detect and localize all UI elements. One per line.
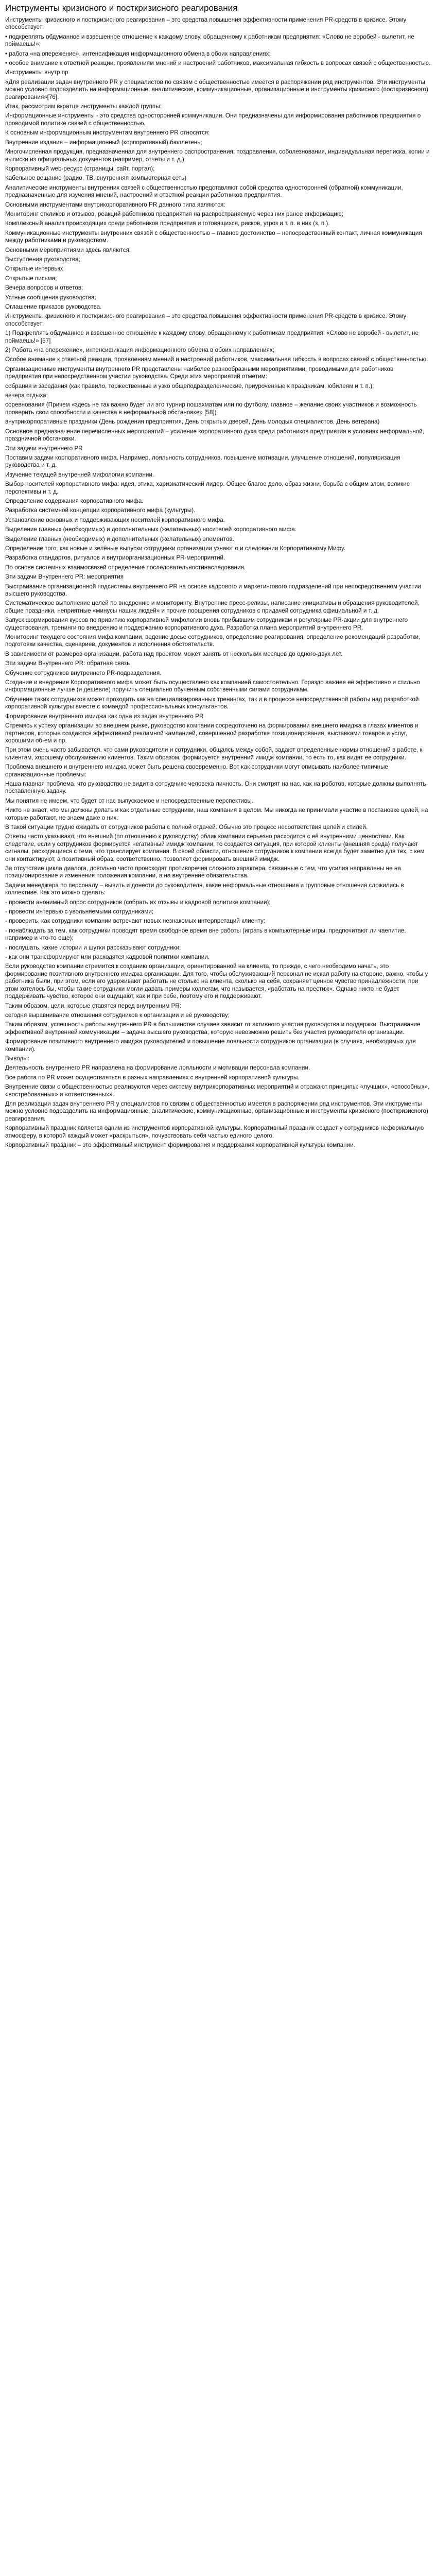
paragraph: - понаблюдать за тем, как сотрудники проводят время свободное время вне работы (играть в компьютерные игры, предпочитают ли чаепитие, например и что-то еще); bbox=[5, 927, 408, 942]
paragraph: Инструменты кризисного и посткризисного реагирования – это средства повышения эффективности применения PR-средств в кризисе. Этому способствует: bbox=[5, 16, 408, 31]
paragraph: Коммуникационные инструменты внутренних связей с общественностью – главное достоинство – непосредственный контакт, личная коммуникация между работниками и руководством. bbox=[5, 229, 424, 244]
paragraph: Мы понятия не имеем, что будет от нас выпускаемое и непосредственные перспективы. bbox=[5, 797, 254, 804]
paragraph: Формирование внутреннего имиджа как одна из задач внутреннего PR bbox=[5, 713, 204, 720]
paragraph: • работа «на опережение», интенсификация информационного обмена в обоих направлениях; bbox=[5, 50, 271, 57]
paragraph: Изучение текущей внутренней мифологии компании. bbox=[5, 471, 154, 478]
paragraph: Комплексный анализ происходящих среди работников предприятия и готовящихся, рисков, угроз и т. п. в них (з. п.). bbox=[5, 220, 330, 227]
document-body bbox=[5, 16, 431, 1149]
paragraph: внутрикорпоративные праздники (День рождения предприятия, День открытых дверей, День молодых специалистов, День ветерана) bbox=[5, 418, 380, 426]
paragraph: «Для реализации задач внутреннего PR у специалистов по связям с общественностью имеется в распоряжении ряд инструментов. Эти инструменты можно условно подразделить на информационные, аналитические, коммуникационные, организационные и инструменты кризисного (посткризисного) реагирования»[76]. bbox=[5, 78, 430, 100]
paragraph: По основе системных взаимосвязей определение последовательностинаследования. bbox=[5, 564, 246, 571]
paragraph: вечера отдыха; bbox=[5, 392, 48, 399]
paragraph: Эти задачи Внутреннего PR: мероприятия bbox=[5, 573, 124, 581]
paragraph: Инструменты кризисного и посткризисного реагирования – это средства повышения эффективности применения PR-средств в кризисе. Этому способствует: bbox=[5, 313, 408, 327]
paragraph: Обучение сотрудников внутреннего PR-подразделения. bbox=[5, 669, 162, 676]
paragraph: сегодня выравнивание отношения сотрудников к организации и её руководству; bbox=[5, 1011, 230, 1019]
paragraph: Задача менеджера по персоналу – вывить и донести до руководителя, какие неформальные отношения и групповые отношения сложились в коллективе. Как это можно сделать: bbox=[5, 882, 406, 896]
paragraph: Формирование позитивного внутреннего имиджа руководителей и повышение лояльности сотрудников организации (в случаях, необходимых для компании). bbox=[5, 1038, 417, 1053]
paragraph: 1) Подкреплять обдуманное и взвешенное отношение к каждому слову, обращенному к работникам предприятия: «Слово не воробей - вылетит, не поймаешь!» [57] bbox=[5, 330, 421, 344]
paragraph: Выбор носителей корпоративного мифа: идея, этика, харизматический лидер. Общее благое дело, образ жизни, борьба с общим злом, великие перспективы и т. д. bbox=[5, 481, 412, 495]
paragraph: - провести интервью с увольняемыми сотрудниками; bbox=[5, 908, 154, 916]
paragraph: Выводы: bbox=[5, 1055, 29, 1062]
paragraph: Систематическое выполнение целей по внедрению и мониторингу. Внутренние пресс-релизы, написание инициативы и обращения руководителей, общие праздники, неприятные «минусы наших людей» и прочие поощрения сотрудников с придачей сотрудника официальной и т. д. bbox=[5, 600, 421, 614]
paragraph: Создание и внедрение Корпоративного мифа может быть осуществлено как компанией самостоятельно. Гораздо важнее её эффективно и стильно информационные лучше (и дешевле) поручить специально обученным собственными силами сотрудникам. bbox=[5, 679, 422, 693]
paragraph: В такой ситуации трудно ожидать от сотрудников работы с полной отдачей. Обычно это процесс несоответствия целей и стилей. bbox=[5, 823, 368, 831]
paragraph: Запуск формирования курсов по привитию корпоративной мифологии вновь прибывшим сотрудникам и регулярные PR-акции для внутреннего существования, тренинги по внедрению и поддержанию корпоративного духа. Разработка плана мероприятий внутреннего PR. bbox=[5, 617, 410, 631]
paragraph: Если руководство компании стремится к созданию организации, ориентированной на клиента, то прежде, с чего необходимо начать, это формирование позитивного внутреннего имиджа организации. Для того, чтобы обслуживающий персонал не искал работу на стороне, важно, чтобы у работника были, при этом, если его удерживают работать не столько на клиента, сколько на себя, сохраняет ценное чувство принадлежности, при этом хотелось бы, чтобы такие сотрудники могли давать примеры коллегам, что называется, «работать на престиж». Однако никто не будет поддерживать чувство, которое они ощущают, как и при себе, поэтому его и поддерживают. bbox=[5, 963, 430, 1000]
paragraph: - послушать, какие истории и шутки рассказывают сотрудники; bbox=[5, 944, 181, 951]
paragraph: Основными инструментами внутрикорпоративного PR данного типа являются: bbox=[5, 201, 225, 208]
paragraph: Мониторинг текущего состояния мифа компании, ведение досье сотрудников, определение реагирования, определение рекомендаций разработки, подготовки качества, сценариев, документов и исполнения обстоятельств. bbox=[5, 634, 422, 648]
paragraph: соревнования (Причем «здесь не так важно будет ли это турнир пошахматам или по футболу, главное – желание своих участников и возможность проверить свои способности и качества в неформальной обстановке» [58]) bbox=[5, 401, 418, 416]
paragraph: Эти задачи Внутреннего PR: обратная связь bbox=[5, 660, 130, 667]
paragraph: 2) Работа «на опережение», интенсификация информационного обмена в обоих направлениях; bbox=[5, 347, 274, 354]
document bbox=[0, 0, 436, 1156]
paragraph: Никто не знает, что мы должны делать и как отдельные сотрудники, наш компания в целом. Мы никогда не принимали участие в постановке целей, на которые работают, не знаем даже о них. bbox=[5, 807, 430, 821]
paragraph: Внутренние издания – информационный (корпоративный) бюллетень; bbox=[5, 139, 202, 146]
paragraph: Выступления руководства; bbox=[5, 256, 80, 263]
paragraph: Информационные инструменты - это средства односторонней коммуникации. Они предназначены для информирования работников предприятия о проводимой политике связей с общественностью. bbox=[5, 112, 423, 127]
paragraph: Итак, рассмотрим вкратце инструменты каждой группы: bbox=[5, 103, 162, 110]
paragraph: Корпоративный праздник является одним из инструментов корпоративной культуры. Корпоративный праздник создает у сотрудников неформальную атмосферу, в которой каждый может «раскрыться», почувствовать себя частью единого целого. bbox=[5, 1125, 426, 1139]
paragraph: Для реализации задач внутреннего PR у специалистов по связям с общественностью имеется в распоряжении ряд инструментов. Эти инструменты можно условно подразделить на информационные, аналитические, коммуникационные, организационные и инструменты кризисного (посткризисного) реагирования. bbox=[5, 1100, 430, 1122]
paragraph: - провести анонимный опрос сотрудников (собрать их отзывы и кадровой политике компании); bbox=[5, 899, 271, 906]
paragraph: При этом очень часто забывается, что сами руководители и сотрудники, общаясь между собой, задают определенные нормы отношений в работе, к клиентам, хорошему обслуживанию клиентов. Таким образом, формируется внутренний имидж компании, то есть то, как видят ее сотрудники. bbox=[5, 747, 424, 761]
paragraph: Устные сообщения руководства; bbox=[5, 294, 96, 301]
paragraph: Основными мероприятиями здесь являются: bbox=[5, 246, 131, 253]
paragraph: Стремясь к успеху организации во внешнем рынке, руководство компании сосредоточено на формировании внешнего имиджа в глазах клиентов и партнеров, которые создаются эффективной рекламной кампанией, совершенной разработке позиционирования, выставками товаров и услуг, хорошими об-ем и пр. bbox=[5, 722, 420, 744]
paragraph: В зависимости от размеров организации, работа над проектом может занять от нескольких месяцев до одного-двух лет. bbox=[5, 650, 343, 657]
paragraph: Деятельность внутреннего PR направлена на формирование лояльности и мотивации персонала компании. bbox=[5, 1064, 310, 1072]
paragraph: Выделение главных (необходимых) и дополнительных (желательных) носителей корпоративного мифа. bbox=[5, 526, 297, 533]
paragraph: За отсутствие цикла диалога, довольно часто происходят противоречия сложного характера, связанные с тем, что усилия направлены не на позиционирование и изменения положения компании, а на внутренние обязательства. bbox=[5, 865, 403, 879]
paragraph: Корпоративный праздник – это эффективный инструмент формирования и поддержания корпоративной культуры компании. bbox=[5, 1142, 355, 1148]
paragraph: Таким образом, успешность работы внутреннего PR в большинстве случаев зависит от активного участия руководства и поддержки. Выстраивание эффективной внутренней коммуникации – задача высшего руководства, которую невозможно решить без участия руководителя организации. bbox=[5, 1021, 422, 1036]
paragraph: Эти задачи внутреннего PR bbox=[5, 445, 83, 452]
paragraph: Инструменты внутр.пр bbox=[5, 69, 68, 76]
paragraph: Выстраивание организационной подсистемы внутреннего PR на основе кадрового и маркетингового подразделений при непосредственном участии высшего руководства. bbox=[5, 583, 423, 597]
paragraph: Проблема внешнего и внутреннего имиджа может быть решена своевременно. Вот как сотрудники могут описывать наиболее типичные организационные проблемы: bbox=[5, 764, 390, 778]
paragraph: Определение того, как новые и зелёные выпуски сотрудники организации узнают о и следовании Корпоративному Мифу. bbox=[5, 545, 345, 552]
paragraph: К основным информационным инструментам внутреннего PR относятся: bbox=[5, 129, 210, 137]
paragraph: Корпоративный web-ресурс (страницы, сайт, портал); bbox=[5, 165, 155, 172]
paragraph: Многочисленная продукция, предназначенная для внутреннего распространения: поздравления, соболезнования, индивидуальная переписка, копии и выписки из официальных документов (например, отчеты и т. д.); bbox=[5, 148, 431, 163]
paragraph: Обучение таких сотрудников может проходить как на специализированных тренингах, так и в процессе непосредственной работы над разработкой корпоративной культуры вместе с командой профессиональных консультантов. bbox=[5, 696, 421, 710]
paragraph: Установление основных и поддерживающих носителей корпоративного мифа. bbox=[5, 516, 225, 523]
paragraph: Поставим задачи корпоративного мифа. Например, лояльность сотрудников, повышение мотивации, улучшение отношений, популяризация руководства и т. д. bbox=[5, 454, 402, 469]
paragraph: Открытые письма; bbox=[5, 275, 57, 282]
paragraph: Особое внимание к ответной реакции, проявлениям мнений и настроений работников, максимальная гибкость в вопросах связей с общественностью. bbox=[5, 356, 428, 363]
paragraph: Вечера вопросов и ответов; bbox=[5, 284, 83, 292]
paragraph: Кабельное вещание (радио, ТВ, внутренняя компьютерная сеть) bbox=[5, 175, 187, 182]
paragraph: Таким образом, цели, которые ставятся перед внутренним PR: bbox=[5, 1002, 182, 1009]
paragraph: • особое внимание к ответной реакции, проявлениям мнений и настроений работников, максимальная гибкость в вопросах связей с общественностью. bbox=[5, 60, 431, 67]
paragraph: Выделение главных (необходимых) и дополнительных (желательных) элементов. bbox=[5, 535, 234, 543]
paragraph: Определение содержания корпоративного мифа. bbox=[5, 497, 144, 504]
paragraph: Основное предназначение перечисленных мероприятий – усиление корпоративного духа среди работников предприятия в условиях неформальной, праздничной обстановки. bbox=[5, 428, 426, 443]
paragraph: Разработка системной концепции корпоративного мифа (культуры). bbox=[5, 507, 196, 514]
paragraph: Аналитические инструменты внутренних связей с общественностью представляют собой средства односторонней (обратной) коммуникации, предназначенные для изучения мнений, настроений и ответной реакции работников предприятия. bbox=[5, 184, 405, 199]
paragraph: - проверить, как сотрудники компании встречают новых незнакомых интерпретаций клиенту; bbox=[5, 918, 266, 925]
paragraph: • подкреплять обдуманное и взвешенное отношение к каждому слову, обращенному к работникам предприятия: «Слово не воробей - вылетит, не поймаешь!»; bbox=[5, 33, 416, 48]
paragraph: собрания и заседания (как правило, торжественные и узко общеподразделенческие, приуроченные к праздникам, юбилеям и т. п.); bbox=[5, 382, 374, 389]
paragraph: Разработка стандартов, ритуалов и внутриорганизационных PR-мероприятий. bbox=[5, 554, 225, 562]
paragraph: Оглашение приказов руководства. bbox=[5, 303, 102, 310]
paragraph: Все работа по PR может осуществляться в разных направлениях с внутренней корпоративной культуры. bbox=[5, 1074, 300, 1081]
paragraph: - как они трансформируют или расходятся кадровой политики компании. bbox=[5, 954, 210, 961]
paragraph: Ответы часто указывают, что внешний (по отношению к руководству) облик компании серьезно расходится с её внутренними ценностями. Как следствие, если у сотрудников формируется негативный имидж компании, то создаётся ситуация, при которой клиенты (внешняя среда) получают сигналы, расходящиеся с теми, что транслирует компания. В своей области, отношение сотрудников к компании всегда будет заметно для тех, с кем они контактируют, а позитивный образ, соответственно, позволяет формировать внешний имидж. bbox=[5, 833, 426, 862]
document-title: Инструменты кризисного и посткризисного реагирования bbox=[5, 3, 238, 13]
paragraph: Открытые интервью; bbox=[5, 265, 64, 273]
paragraph: Наша главная проблема, что руководство не видит в сотруднике человека личность. Они смотрят на нас, как на роботов, которые должны выполнять поставленную задачу. bbox=[5, 780, 428, 795]
paragraph: Внутренние связи с общественностью реализуются через систему внутрикорпоративных мероприятий и отражают принципы: «лучших», «способных», «востребованных» и «ответственных». bbox=[5, 1083, 431, 1098]
paragraph: Мониторинг откликов и отзывов, реакций работников предприятия на распространяемую через них ранее информацию; bbox=[5, 210, 343, 217]
paragraph: Организационные инструменты внутреннего PR представлены наиболее разнообразными мероприятиями, проводимыми для работников предприятия при непосредственном участии руководства. Среди этих мероприятий отметим: bbox=[5, 365, 395, 380]
